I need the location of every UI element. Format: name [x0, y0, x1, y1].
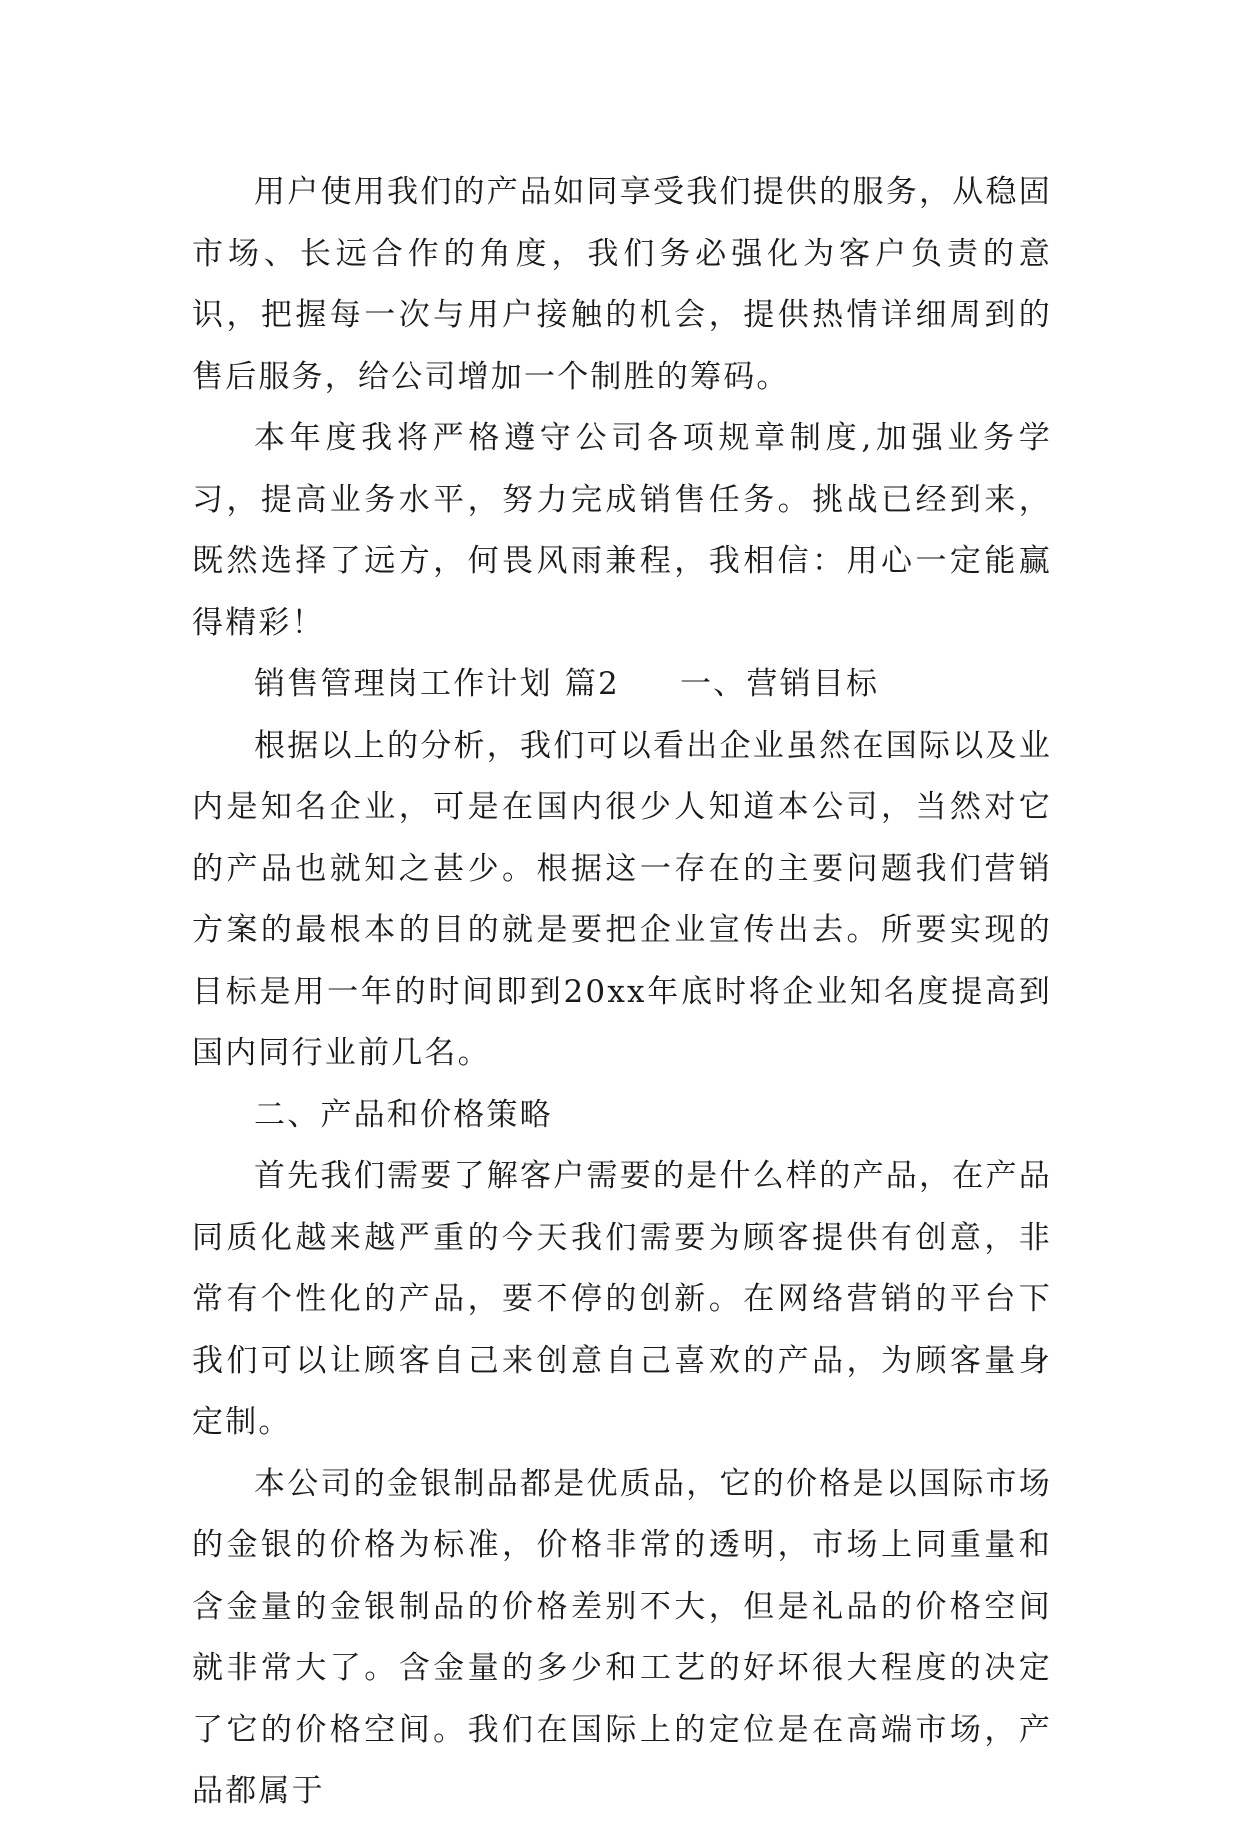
paragraph-customer-needs: 首先我们需要了解客户需要的是什么样的产品，在产品同质化越来越严重的今天我们需要为顾客提供有创意，非常有个性化的产品，要不停的创新。在网络营销的平台下我们可以让顾客自己来创意自己喜欢的产品，为顾客量身定制。: [192, 1158, 1052, 1440]
paragraph-marketing-goal: 根据以上的分析，我们可以看出企业虽然在国际以及业内是知名企业，可是在国内很少人知道本公司，当然对它的产品也就知之甚少。根据这一存在的主要问题我们营销方案的最根本的目的就是要把企业宣传出去。所要实现的目标是用一年的时间即到20xx年底时将企业知名度提高到国内同行业前几名。: [192, 727, 1052, 1071]
section-subheading: 一、营销目标: [679, 666, 880, 702]
document-body: [192, 162, 1052, 1823]
paragraph-pricing: 本公司的金银制品都是优质品，它的价格是以国际市场的金银的价格为标准，价格非常的透明，市场上同重量和含金量的金银制品的价格差别不大，但是礼品的价格空间就非常大了。含金量的多少和工艺的好坏很大程度的决定了它的价格空间。我们在国际上的定位是在高端市场，产品都属于: [192, 1465, 1052, 1809]
subheading-product-price-strategy: 二、产品和价格策略: [254, 1096, 553, 1133]
section-heading: [192, 654, 1052, 716]
paragraph-after-sales-service: 用户使用我们的产品如同享受我们提供的服务，从稳固市场、长远合作的角度，我们务必强化为客户负责的意识，把握每一次与用户接触的机会，提供热情详细周到的售后服务，给公司增加一个制胜的筹码。: [192, 174, 1052, 395]
paragraph-annual-commitment: 本年度我将严格遵守公司各项规章制度,加强业务学习，提高业务水平，努力完成销售任务。挑战已经到来，既然选择了远方，何畏风雨兼程，我相信：用心一定能赢得精彩！: [192, 420, 1052, 641]
section-title: 销售管理岗工作计划 篇2: [254, 666, 620, 702]
